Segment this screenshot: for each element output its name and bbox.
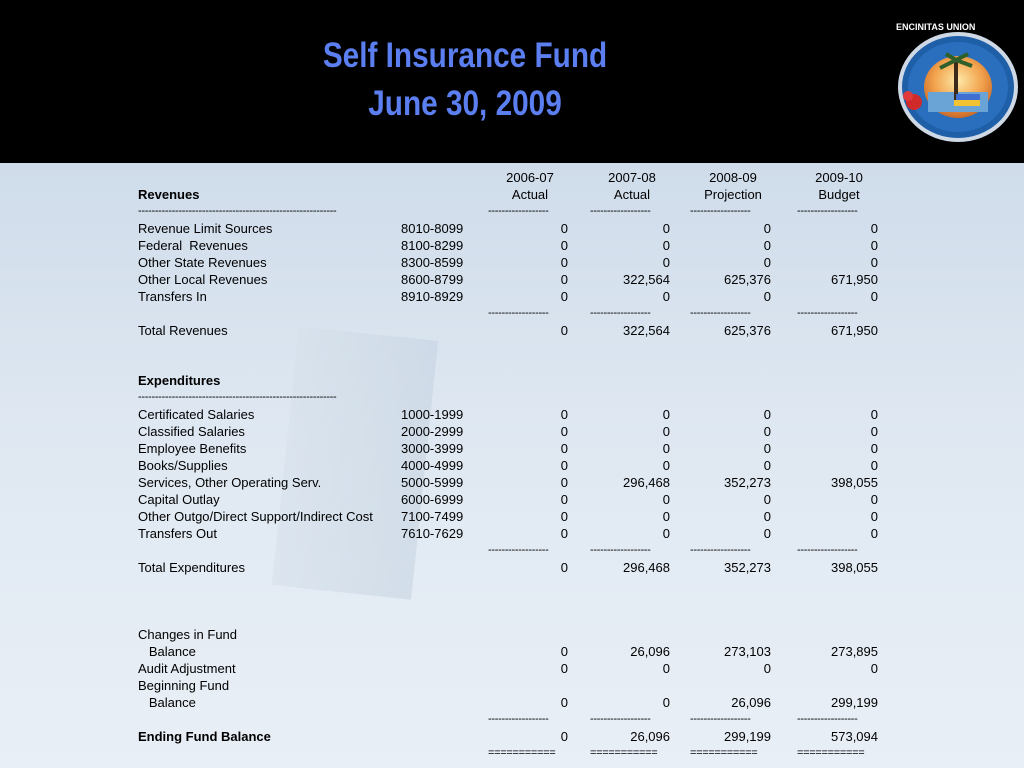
row-label: Certificated Salaries [138,407,255,422]
double-rule: =========== [590,747,658,759]
value-cell: 299,199 [831,695,878,710]
value-cell: 0 [662,661,670,676]
separator-row [0,745,1024,762]
value-cell: 0 [763,492,771,507]
value-cell: 0 [662,407,670,422]
value-cell: 0 [870,492,878,507]
value-cell: 0 [560,526,568,541]
dash-rule: ------------------ [690,713,751,725]
district-seal-logo [896,22,1020,144]
title-bar [0,0,1024,163]
long-dash-rule: ----------------------------------------------------------- [138,391,337,403]
expenditure-row [0,474,1024,491]
column-type: Actual [613,187,651,202]
expenditure-row [0,508,1024,525]
value-cell: 0 [560,272,568,287]
value-cell: 0 [560,458,568,473]
value-cell: 0 [662,695,670,710]
value-cell: 0 [560,695,568,710]
value-cell: 26,096 [630,729,670,744]
row-label: Federal Revenues [138,238,248,253]
row-label: Services, Other Operating Serv. [138,475,322,490]
separator-row [0,711,1024,728]
column-type-row [0,186,1024,203]
total-revenues-row [0,322,1024,339]
expenditure-row [0,406,1024,423]
beginning-row [0,694,1024,711]
expenditure-row [0,423,1024,440]
audit-row [0,660,1024,677]
value-cell: 0 [870,238,878,253]
value-cell: 0 [560,644,568,659]
value-cell: 0 [870,289,878,304]
row-label: Other Outgo/Direct Support/Indirect Cost [138,509,373,524]
revenue-row [0,237,1024,254]
value-cell: 0 [560,221,568,236]
value-cell: 0 [560,407,568,422]
dash-rule: ------------------ [488,205,549,217]
row-label: Employee Benefits [138,441,247,456]
beginning-label-row [0,677,1024,694]
row-code: 7610-7629 [401,526,464,541]
column-year: 2007-08 [608,170,656,185]
value-cell: 0 [662,441,670,456]
expenditure-row [0,457,1024,474]
value-cell: 0 [560,475,568,490]
dash-rule: ------------------ [590,307,651,319]
column-year: 2009-10 [815,170,863,185]
row-code: 3000-3999 [401,441,464,456]
dash-rule: ------------------ [690,544,751,556]
row-label: Audit Adjustment [138,661,236,676]
value-cell: 0 [560,492,568,507]
dash-rule: ------------------ [488,544,549,556]
value-cell: 0 [763,441,771,456]
row-label: Revenue Limit Sources [138,221,273,236]
value-cell: 0 [763,526,771,541]
changes-row [0,643,1024,660]
value-cell: 0 [870,526,878,541]
row-label: Classified Salaries [138,424,245,439]
value-cell: 0 [662,492,670,507]
value-cell: 671,950 [831,272,878,287]
expenditure-row [0,440,1024,457]
row-label: Ending Fund Balance [138,729,271,744]
value-cell: 0 [560,729,568,744]
value-cell: 0 [560,255,568,270]
value-cell: 625,376 [724,323,771,338]
revenue-row [0,220,1024,237]
row-code: 8010-8099 [401,221,464,236]
row-label: Other Local Revenues [138,272,268,287]
value-cell: 0 [560,661,568,676]
row-code: 5000-5999 [401,475,464,490]
value-cell: 0 [870,458,878,473]
value-cell: 352,273 [724,475,771,490]
value-cell: 0 [560,424,568,439]
revenues-heading: Revenues [138,187,200,202]
row-label: Balance [138,695,196,710]
row-code: 6000-6999 [401,492,464,507]
row-label: Total Expenditures [138,560,245,575]
double-rule: =========== [797,747,865,759]
value-cell: 322,564 [623,272,670,287]
expenditures-heading: Expenditures [138,373,221,388]
double-rule: =========== [690,747,758,759]
dash-rule: ------------------ [797,544,858,556]
column-type: Projection [704,187,762,202]
value-cell: 573,094 [831,729,878,744]
revenue-row [0,254,1024,271]
value-cell: 0 [870,255,878,270]
value-cell: 322,564 [623,323,670,338]
column-type: Actual [511,187,549,202]
row-code: 8910-8929 [401,289,464,304]
value-cell: 0 [662,289,670,304]
row-label: Capital Outlay [138,492,220,507]
value-cell: 0 [560,441,568,456]
value-cell: 0 [870,407,878,422]
expenditure-row [0,491,1024,508]
ending-row [0,728,1024,745]
column-type: Budget [818,187,860,202]
value-cell: 0 [763,255,771,270]
value-cell: 0 [870,661,878,676]
row-label: Books/Supplies [138,458,228,473]
value-cell: 0 [662,509,670,524]
expenditures-heading-row [0,372,1024,389]
row-label: Other State Revenues [138,255,267,270]
row-code: 8100-8299 [401,238,464,253]
value-cell: 0 [763,221,771,236]
row-label: Balance [138,644,196,659]
row-label: Transfers Out [138,526,217,541]
separator-row [0,542,1024,559]
separator-row [0,305,1024,322]
dash-rule: ------------------ [590,205,651,217]
expenditure-row [0,525,1024,542]
row-code: 4000-4999 [401,458,464,473]
value-cell: 398,055 [831,560,878,575]
dash-rule: ------------------ [797,307,858,319]
value-cell: 26,096 [731,695,771,710]
value-cell: 0 [763,424,771,439]
value-cell: 0 [662,526,670,541]
value-cell: 671,950 [831,323,878,338]
value-cell: 0 [560,509,568,524]
dash-rule: ------------------ [797,713,858,725]
value-cell: 0 [662,424,670,439]
dash-rule: ------------------ [488,713,549,725]
value-cell: 352,273 [724,560,771,575]
dash-rule: ------------------ [690,205,751,217]
row-label: Changes in Fund [138,627,238,642]
value-cell: 0 [763,458,771,473]
column-year: 2008-09 [709,170,757,185]
dash-rule: ------------------ [690,307,751,319]
revenue-row [0,288,1024,305]
slide-title: Self Insurance Fund [322,36,608,75]
column-year: 2006-07 [506,170,554,185]
value-cell: 0 [763,289,771,304]
value-cell: 0 [560,323,568,338]
dash-rule: ------------------ [590,544,651,556]
total-expenditures-row [0,559,1024,576]
value-cell: 296,468 [623,475,670,490]
separator-row [0,389,1024,406]
value-cell: 0 [870,424,878,439]
value-cell: 0 [560,289,568,304]
value-cell: 0 [763,661,771,676]
value-cell: 273,895 [831,644,878,659]
dash-rule: ------------------ [590,713,651,725]
value-cell: 273,103 [724,644,771,659]
value-cell: 0 [662,458,670,473]
value-cell: 299,199 [724,729,771,744]
changes-label-row [0,626,1024,643]
value-cell: 26,096 [630,644,670,659]
dash-rule: ------------------ [488,307,549,319]
value-cell: 398,055 [831,475,878,490]
long-dash-rule: ----------------------------------------------------------- [138,205,337,217]
value-cell: 0 [763,509,771,524]
row-code: 7100-7499 [401,509,464,524]
dash-rule: ------------------ [797,205,858,217]
value-cell: 0 [763,238,771,253]
row-code: 2000-2999 [401,424,464,439]
value-cell: 0 [870,441,878,456]
separator-row [0,203,1024,220]
value-cell: 0 [560,560,568,575]
double-rule: =========== [488,747,556,759]
logo-top-text: ENCINITAS UNION [896,22,976,32]
value-cell: 0 [662,221,670,236]
value-cell: 0 [662,238,670,253]
value-cell: 0 [560,238,568,253]
value-cell: 0 [662,255,670,270]
value-cell: 0 [870,509,878,524]
row-label: Beginning Fund [138,678,230,693]
row-code: 1000-1999 [401,407,464,422]
row-code: 8600-8799 [401,272,464,287]
row-label: Total Revenues [138,323,228,338]
column-year-row [0,169,1024,186]
value-cell: 0 [763,407,771,422]
value-cell: 625,376 [724,272,771,287]
value-cell: 0 [870,221,878,236]
revenue-row [0,271,1024,288]
value-cell: 296,468 [623,560,670,575]
row-code: 8300-8599 [401,255,464,270]
slide-subtitle: June 30, 2009 [368,84,562,123]
row-label: Transfers In [138,289,207,304]
